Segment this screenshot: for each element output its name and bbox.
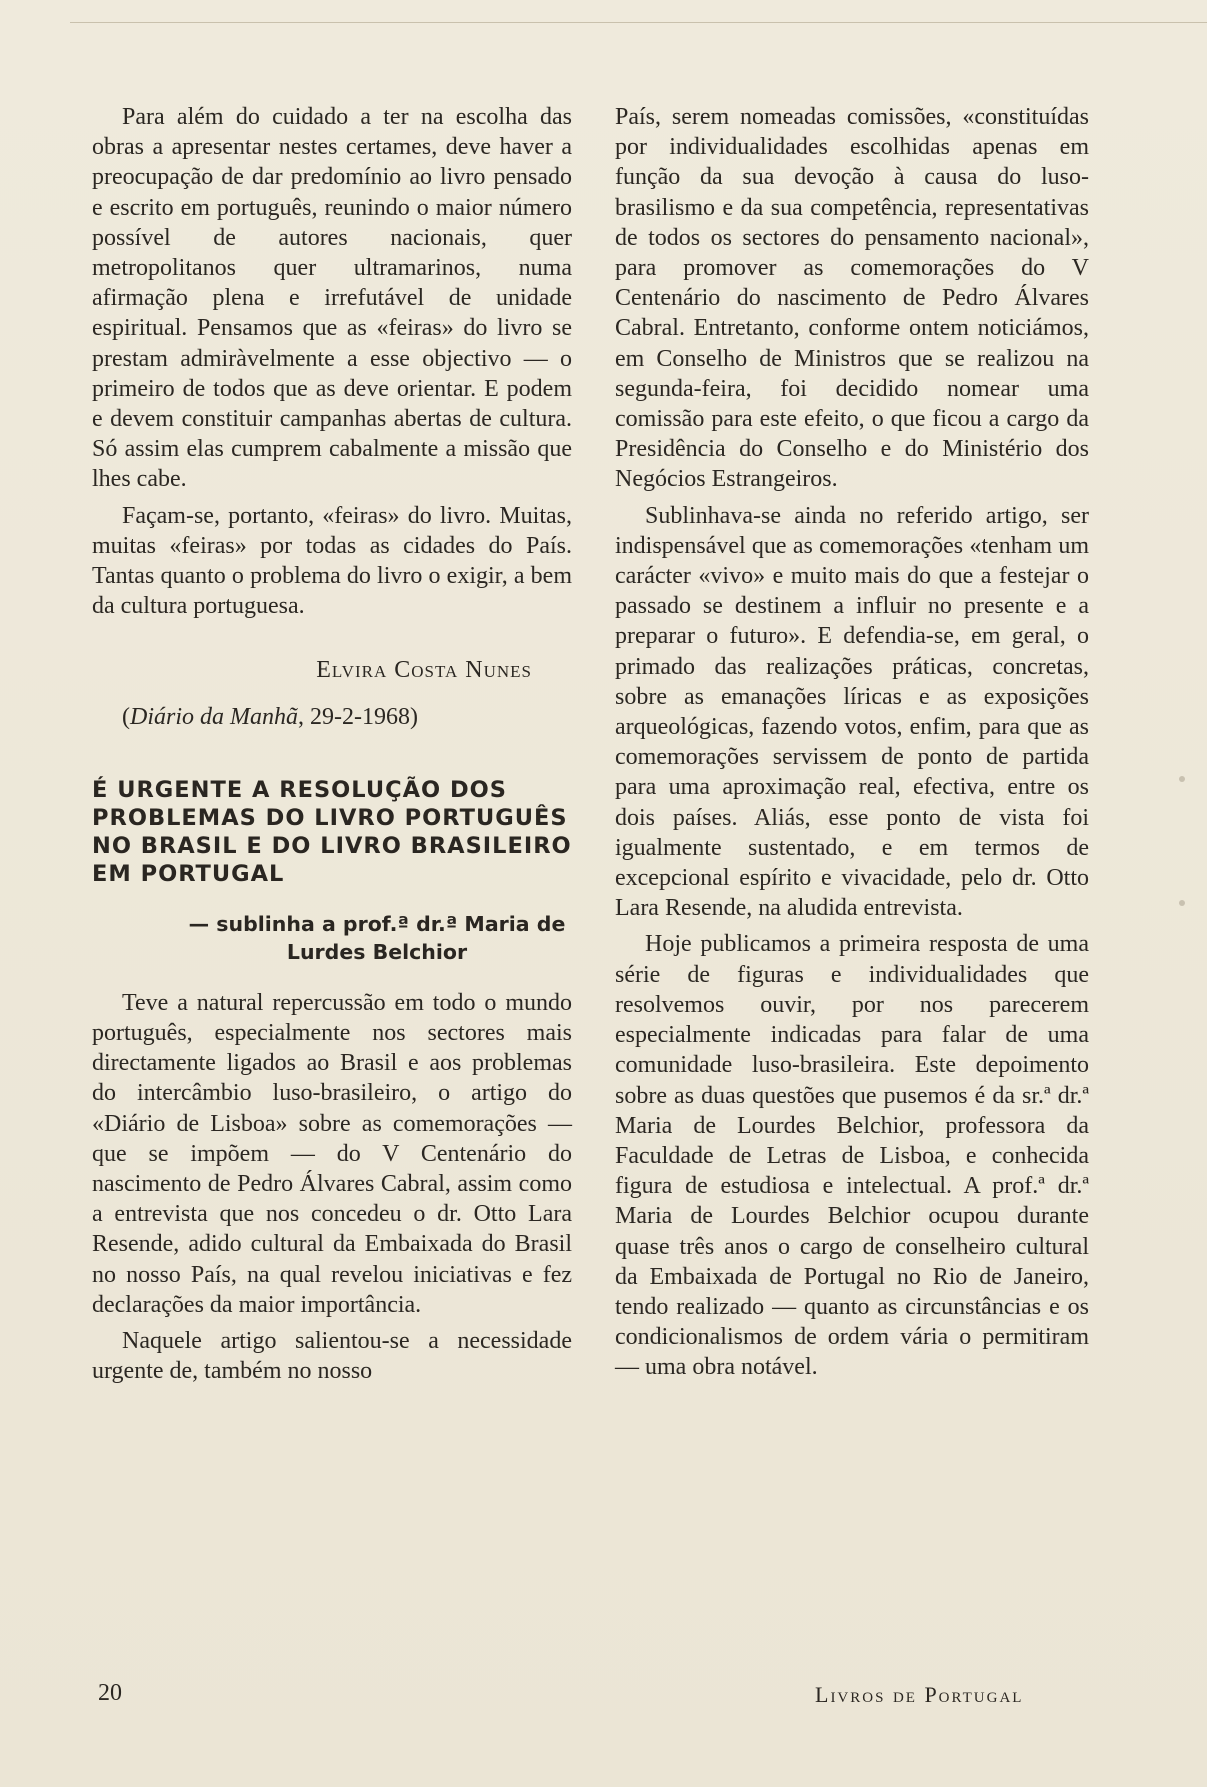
paragraph: Naquele artigo salientou-se a necessidade urgente de, também no nosso (92, 1328, 572, 1385)
source-title: Diário da Manhã (130, 703, 298, 730)
paragraph: Sublinhava-se ainda no referido artigo, ser indispensável que as comemorações «tenham um carácter «vivo» e muito mais do que a festejar o passado se destinem a influir no presente e a preparar o futuro». E defendia-se, em geral, o primado das realizações práticas, concretas, sobre as emanações líricas e as exposições arqueológicas, fazendo votos, enfim, para que as comemorações servissem de ponto de partida para uma aproximação real, efectiva, entre os dois países. Aliás, esse ponto de vista foi igualmente sustentado, e em termos de excepcional espírito e vivacidade, pelo dr. Otto Lara Resende, na aludida entrevista. (615, 502, 1089, 922)
right-column (615, 102, 1089, 1383)
publication-title: Livros de Portugal (815, 1682, 1024, 1707)
left-column (92, 102, 572, 1387)
paragraph: País, serem nomeadas comissões, «constituídas por individualidades escolhidas apenas em função da sua devoção à causa do luso-brasilismo e da sua competência, representativas de todos os sectores do pensamento nacional», para promover as comemorações do V Centenário do nascimento de Pedro Álvares Cabral. Entretanto, conforme ontem noticiámos, em Conselho de Ministros que se realizou na segunda-feira, foi decidido nomear uma comissão para este efeito, o que ficou a cargo da Presidência do Conselho e do Ministério dos Negócios Estrangeiros. (615, 104, 1089, 493)
edge-mark (1179, 900, 1185, 906)
paragraph: Hoje publicamos a primeira resposta de uma série de figuras e individualidades que resolvemos ouvir, por nos parecerem especialmente indicadas para falar de uma comunidade luso-brasileira. Este depoimento sobre as duas questões que pusemos é da sr.ª dr.ª Maria de Lourdes Belchior, professora da Faculdade de Letras de Lisboa, e conhecida figura de estudiosa e intelectual. A prof.ª dr.ª Maria de Lourdes Belchior ocupou durante quase três anos o cargo de conselheiro cultural da Embaixada de Portugal no Rio de Janeiro, tendo realizado — quanto as circunstâncias e os condicionalismos de ordem vária o permitiram — uma obra notável. (615, 931, 1089, 1381)
top-rule (70, 22, 1207, 23)
page-number: 20 (98, 1680, 122, 1706)
article-headline: É URGENTE A RESOLUÇÃO DOS PROBLEMAS DO LIVRO PORTUGUÊS NO BRASIL E DO LIVRO BRASILEIRO EM PORTUGAL (92, 776, 572, 887)
source-date: , 29-2-1968) (298, 703, 418, 730)
source-citation: (Diário da Manhã, 29-2-1968) (122, 703, 418, 730)
paragraph: Façam-se, portanto, «feiras» do livro. Muitas, muitas «feiras» por todas as cidades do País. Tantas quanto o problema do livro o exigir, a bem da cultura portuguesa. (92, 502, 572, 620)
paragraph: Teve a natural repercussão em todo o mundo português, especialmente nos sectores mais directamente ligados ao Brasil e aos problemas do intercâmbio luso-brasileiro, o artigo do «Diário de Lisboa» sobre as comemorações — que se impõem — do V Centenário do nascimento de Pedro Álvares Cabral, assim como a entrevista que nos concedeu o dr. Otto Lara Resende, adido cultural da Embaixada do Brasil no nosso País, na qual revelou iniciativas e fez declarações da maior importância. (92, 989, 572, 1318)
edge-mark (1179, 776, 1185, 782)
article-subheadline: — sublinha a prof.ª dr.ª Maria de Lurdes Belchior (188, 911, 566, 964)
author-signature: Elvira Costa Nunes (316, 657, 532, 684)
paragraph: Para além do cuidado a ter na escolha das obras a apresentar nestes certames, deve haver a preocupação de dar predomínio ao livro pensado e escrito em português, reunindo o maior número possível de autores nacionais, quer metropolitanos quer ultramarinos, numa afirmação plena e irrefutável de unidade espiritual. Pensamos que as «feiras» do livro se prestam admiràvelmente a esse objectivo — o primeiro de todos que as deve orientar. E podem e devem constituir campanhas abertas de cultura. Só assim elas cumprem cabalmente a missão que lhes cabe. (92, 104, 572, 493)
